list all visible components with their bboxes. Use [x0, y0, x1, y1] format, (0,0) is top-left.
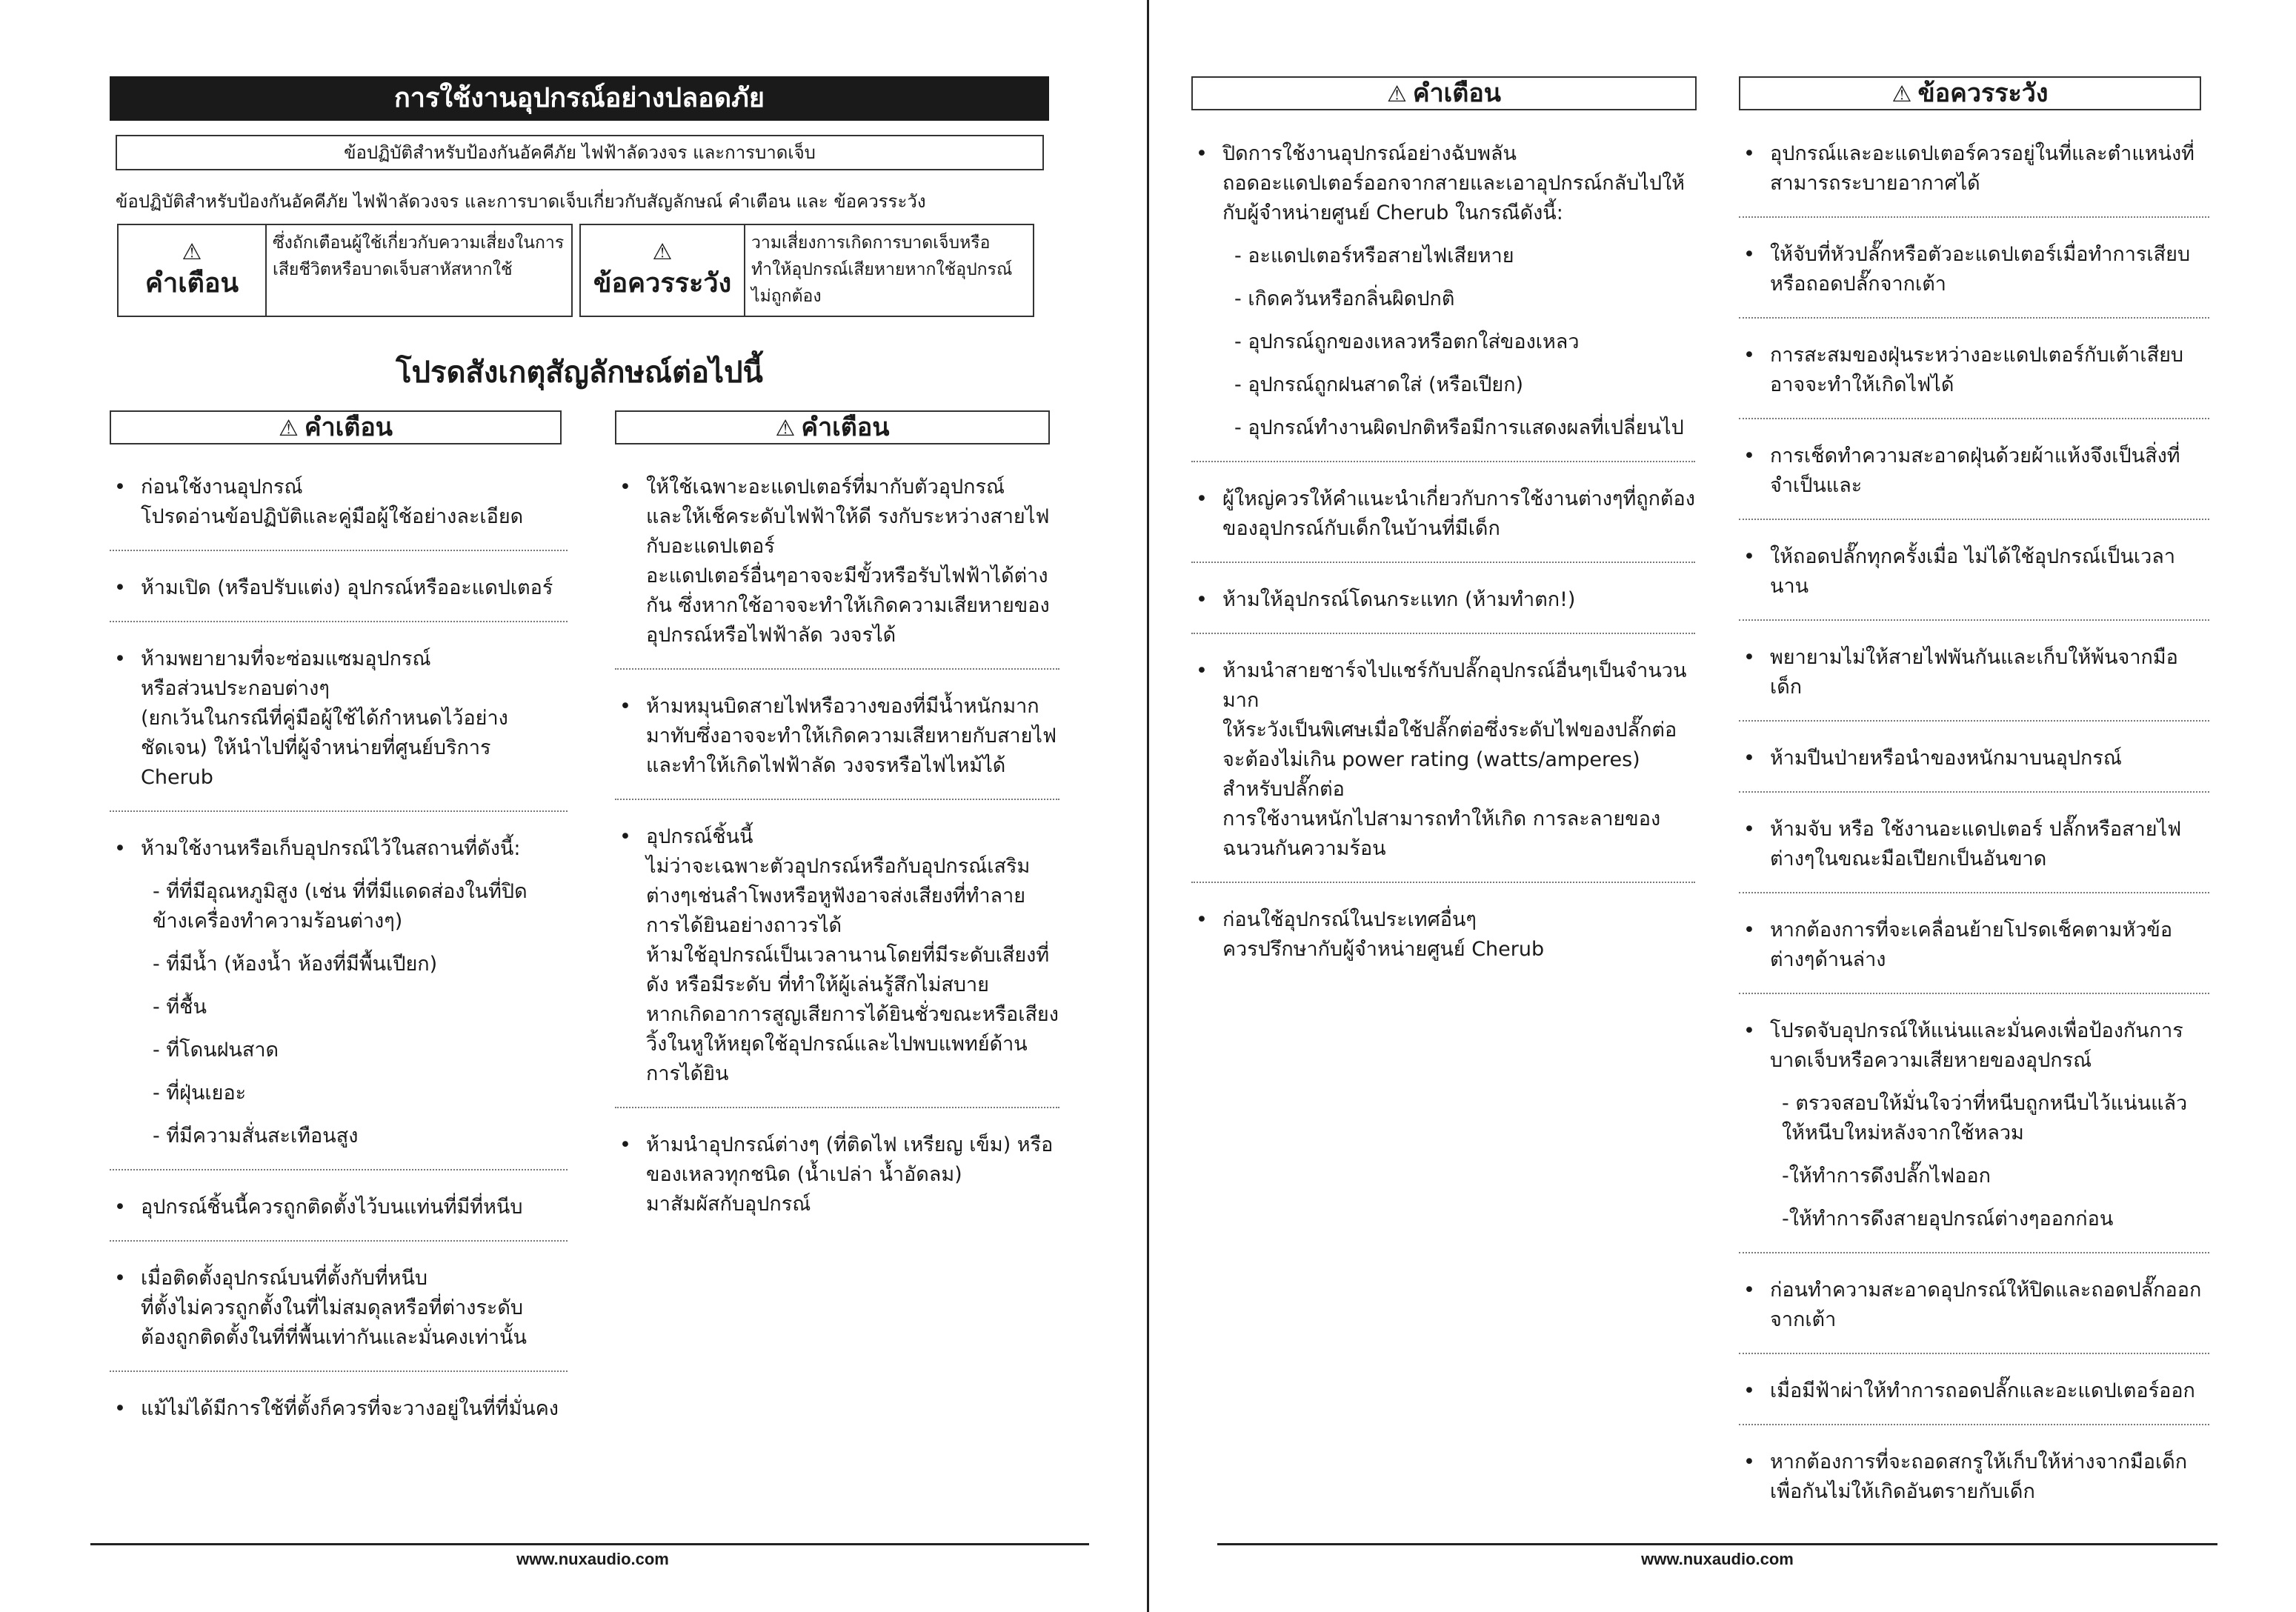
list-subitem: -ให้ทำการดึงสายอุปกรณ์ต่างๆออกก่อน — [1782, 1208, 2114, 1230]
list-item-text: ถอดอะแดปเตอร์ออกจากสายและเอาอุปกรณ์กลับไปให้กับผู้จำหน่ายศูนย์ Cherub ในกรณีดังนี้: — [1222, 172, 1685, 224]
list-item-text: • โปรดจับอุปกรณ์ให้แน่นและมั่นคงเพื่อป้องกันการบาดเจ็บหรือความเสียหายของอุปกรณ์ — [1770, 1019, 2183, 1072]
footer-url: www.nuxaudio.com — [1641, 1550, 1794, 1568]
list-item-text: • ห้ามปีนป่ายหรือนำของหนักมาบนอุปกรณ์ — [1770, 747, 2122, 770]
list-item-text: มาสัมผัสกับอุปกรณ์ — [646, 1193, 811, 1216]
left-page — [0, 0, 1147, 1612]
page-title: การใช้งานอุปกรณ์อย่างปลอดภัย — [110, 76, 1049, 121]
item-separator — [1739, 791, 2209, 793]
list-item-text: ไม่ว่าจะเฉพาะตัวอุปกรณ์หรือกับอุปกรณ์เสริมต่างๆเช่นลำโพงหรือหูฟังอาจส่งเสียงที่ทำลายการได้ยินอย่างถาวรได้ — [646, 855, 1031, 937]
list-item — [1739, 815, 2209, 874]
list-item — [110, 1193, 568, 1222]
list-item-text: • พยายามไม่ให้สายไฟพันกันและเก็บให้พ้นจากมือเด็ก — [1770, 646, 2178, 699]
list-item-text: • เมื่อติดตั้งอุปกรณ์บนที่ตั้งกับที่หนีบ — [141, 1267, 428, 1290]
item-separator — [1191, 882, 1695, 883]
list-item — [1739, 542, 2209, 602]
list-item-text: หรือส่วนประกอบต่างๆ — [141, 677, 330, 700]
list-item-text: • ให้ใช้เฉพาะอะแดปเตอร์ที่มากับตัวอุปกรณ์ — [646, 476, 1005, 499]
list-item-text: • ห้ามหมุนบิดสายไฟหรือวางของที่มีน้ำหนักมากมาทับซึ่งอาจจะทำให้เกิดความเสียหายกับสายไฟและทำให้เกิดไฟฟ้าลัด วงจรหรือไฟไหม้ได้ — [646, 695, 1057, 777]
intro-text: ข้อปฏิบัติสำหรับป้องกันอัคคีภัย ไฟฟ้าลัดวงจร และการบาดเจ็บเกี่ยวกับสัญลักษณ์ คำเตือน และ ข้อควรระวัง — [116, 191, 926, 212]
list-item — [1739, 240, 2209, 299]
list-item-text: โปรดอ่านข้อปฏิบัติและคู่มือผู้ใช้อย่างละเอียด — [141, 505, 524, 528]
list-item — [615, 822, 1059, 1089]
item-separator — [1191, 562, 1695, 563]
list-item-text: และให้เช็คระดับไฟฟ้าให้ดี รงกับระหว่างสายไฟกับอะแดปเตอร์ — [646, 505, 1050, 558]
section-header-caution — [615, 410, 1050, 444]
list-item — [615, 473, 1059, 650]
list-subitem: - เกิดควันหรือกลิ่นผิดปกติ — [1234, 287, 1455, 310]
item-separator — [1739, 1424, 2209, 1425]
left-warning-list — [110, 473, 568, 1424]
list-subitem: - ตรวจสอบให้มั่นใจว่าที่หนีบถูกหนีบไว้แน่นแล้วให้หนีบใหม่หลังจากใช้หลวม — [1782, 1092, 2188, 1145]
item-separator — [1739, 993, 2209, 994]
symbol-warning-word: คำเตือน — [144, 268, 239, 299]
notice-title: โปรดสังเกตุสัญลักษณ์ต่อไปนี้ — [396, 356, 763, 390]
section-header-label: คำเตือน — [304, 413, 393, 442]
list-item-text: • ก่อนใช้อุปกรณ์ในประเทศอื่นๆ — [1222, 908, 1477, 931]
right-warning-list — [1191, 139, 1695, 965]
list-item-text: ให้ระวังเป็นพิเศษเมื่อใช้ปลั๊กต่อซึ่งระดับไฟของปลั๊กต่อจะต้องไม่เกิน power rating (watts/amperes) สำหรับปลั๊กต่อ — [1222, 719, 1677, 801]
left-caution-list — [615, 473, 1059, 1219]
list-item-text: • หากต้องการที่จะถอดสกรูให้เก็บให้ห่างจากมือเด็กเพื่อกันไม่ให้เกิดอันตรายกับเด็ก — [1770, 1451, 2188, 1503]
list-item — [1191, 585, 1695, 615]
list-item — [1739, 341, 2209, 400]
warning-triangle-icon: ⚠ — [182, 239, 202, 265]
list-item — [615, 1130, 1059, 1219]
list-item — [1191, 139, 1695, 443]
item-separator — [1191, 633, 1695, 634]
list-item-text: การใช้งานหนักไปสามารถทำให้เกิด การละลายของฉนวนกันความร้อน — [1222, 807, 1661, 860]
warning-triangle-icon: ⚠ — [278, 416, 299, 442]
list-item-text: • อุปกรณ์ชิ้นนี้ — [646, 825, 753, 848]
right-caution-list — [1739, 139, 2209, 1507]
list-subitem: - อุปกรณ์ถูกฝนสาดใส่ (หรือเปียก) — [1234, 373, 1524, 396]
list-subitem: - อะแดปเตอร์หรือสายไฟเสียหาย — [1234, 244, 1514, 267]
list-item-text: • ปิดการใช้งานอุปกรณ์อย่างฉับพลัน — [1222, 142, 1517, 165]
section-header-label: คำเตือน — [801, 413, 890, 442]
list-item-text: (ยกเว้นในกรณีที่คู่มือผู้ใช้ได้กำหนดไว้อย่างชัดเจน) ให้นำไปที่ผู้จำหน่ายที่ศูนย์บริการ Cherub — [141, 707, 508, 789]
list-item — [1739, 1016, 2209, 1234]
list-item — [1739, 643, 2209, 702]
item-separator — [1739, 1353, 2209, 1354]
list-item-text: ควรปรึกษากับผู้จำหน่ายศูนย์ Cherub — [1222, 938, 1545, 961]
list-subitem: - ที่ชื้น — [153, 996, 207, 1019]
item-separator — [1739, 892, 2209, 893]
list-item-text: • ก่อนทำความสะอาดอุปกรณ์ให้ปิดและถอดปลั๊กออกจากเต้า — [1770, 1279, 2202, 1331]
section-header-warning — [110, 410, 562, 444]
footer-rule — [1217, 1543, 2217, 1545]
list-item-text: • ห้ามนำสายชาร์จไปแชร์กับปลั๊กอุปกรณ์อื่นๆเป็นจำนวนมาก — [1222, 659, 1687, 712]
item-separator — [110, 550, 568, 551]
list-subitem: -ให้ทำการดึงปลั๊กไฟออก — [1782, 1165, 1991, 1188]
list-subitem: - อุปกรณ์ทำงานผิดปกติหรือมีการแสดงผลที่เปลี่ยนไป — [1234, 416, 1684, 439]
list-item — [1739, 916, 2209, 975]
item-separator — [1739, 1252, 2209, 1253]
list-item — [1739, 139, 2209, 199]
list-item-text: • อุปกรณ์ชิ้นนี้ควรถูกติดตั้งไว้บนแท่นที่มีที่หนีบ — [141, 1196, 523, 1219]
symbol-warning-desc: ซึ่งถักเตือนผู้ใช้เกี่ยวกับความเสี่ยงในการเสียชีวิตหรือบาดเจ็บสาหัสหากใช้ — [273, 233, 565, 279]
list-item-text: • หากต้องการที่จะเคลื่อนย้ายโปรดเช็คตามหัวข้อต่างๆด้านล่าง — [1770, 919, 2173, 971]
list-item-text: • ห้ามจับ หรือ ใช้งานอะแดปเตอร์ ปลั๊กหรือสายไฟต่างๆในขณะมือเปียกเป็นอันขาด — [1770, 818, 2182, 870]
list-subitem: - ที่มีน้ำ (ห้องน้ำ ห้องที่มีพื้นเปียก) — [153, 953, 438, 976]
list-item-text: • แม้ไม่ได้มีการใช้ที่ตั้งก็ควรที่จะวางอยู่ในที่ที่มั่นคง — [141, 1397, 559, 1420]
item-separator — [1739, 216, 2209, 218]
list-item — [1739, 1448, 2209, 1507]
warning-triangle-icon: ⚠ — [1891, 81, 1912, 107]
page-divider — [1147, 0, 1149, 1612]
item-separator — [110, 1240, 568, 1242]
list-item — [1739, 744, 2209, 773]
list-item-text: • ให้ถอดปลั๊กทุกครั้งเมื่อ ไม่ได้ใช้อุปกรณ์เป็นเวลานาน — [1770, 545, 2176, 598]
list-item-text: • อุปกรณ์และอะแดปเตอร์ควรอยู่ในที่และตำแหน่งที่สามารถระบายอากาศได้ — [1770, 142, 2194, 195]
list-item — [110, 1394, 568, 1424]
list-item-text: • เมื่อมีฟ้าผ่าให้ทำการถอดปลั๊กและอะแดปเตอร์ออก — [1770, 1379, 2195, 1402]
symbol-legend-caution — [579, 224, 1034, 317]
footer-rule — [90, 1543, 1089, 1545]
list-item-text: หากเกิดอาการสูญเสียการได้ยินชั่วขณะหรือเสียงวิ้งในหูให้หยุดใช้อุปกรณ์และไปพบแพทย์ด้านการได้ยิน — [646, 1003, 1059, 1085]
list-subitem: - อุปกรณ์ถูกของเหลวหรือตกใส่ของเหลว — [1234, 330, 1580, 353]
item-separator — [615, 799, 1059, 800]
item-separator — [615, 1107, 1059, 1108]
list-item-text: • ห้ามใช้งานหรือเก็บอุปกรณ์ไว้ในสถานที่ดังนี้: — [141, 837, 521, 860]
item-separator — [1191, 461, 1695, 462]
warning-triangle-icon: ⚠ — [1386, 81, 1407, 107]
item-separator — [110, 1169, 568, 1170]
page-subtitle: ข้อปฏิบัติสำหรับป้องกันอัคคีภัย ไฟฟ้าลัดวงจร และการบาดเจ็บ — [116, 135, 1044, 170]
list-subitem: - ที่ฝุ่นเยอะ — [153, 1082, 247, 1105]
item-separator — [110, 621, 568, 622]
list-subitem: - ที่ที่มีอุณหภูมิสูง (เช่น ที่ที่มีแดดส่องในที่ปิด ข้างเครื่องทำความร้อนต่างๆ) — [153, 880, 528, 933]
list-item — [110, 834, 568, 1151]
list-item-text: • ห้ามพยายามที่จะซ่อมแซมอุปกรณ์ — [141, 647, 431, 670]
section-header-label: ข้อควรระวัง — [1917, 79, 2049, 108]
section-header-caution — [1739, 76, 2201, 110]
symbol-legend-warning — [117, 224, 573, 317]
list-item-text: • ห้ามเปิด (หรือปรับแต่ง) อุปกรณ์หรืออะแดปเตอร์ — [141, 576, 553, 599]
list-item — [1739, 1276, 2209, 1335]
list-item — [1191, 656, 1695, 864]
list-item-text: อะแดปเตอร์อื่นๆอาจจะมีขั้วหรือรับไฟฟ้าได้ต่างกัน ซึ่งหากใช้อาจจะทำให้เกิดความเสียหายของอุปกรณ์หรือไฟฟ้าลัด วงจรได้ — [646, 564, 1050, 647]
list-item-text: • ก่อนใช้งานอุปกรณ์ — [141, 476, 303, 499]
item-separator — [110, 810, 568, 812]
list-item — [1739, 442, 2209, 501]
item-separator — [615, 668, 1059, 670]
list-item-text: • การสะสมของฝุ่นระหว่างอะแดปเตอร์กับเต้าเสียบอาจจะทำให้เกิดไฟได้ — [1770, 344, 2184, 396]
item-separator — [1739, 317, 2209, 319]
list-item — [1191, 484, 1695, 544]
section-header-warning — [1191, 76, 1697, 110]
list-item — [110, 573, 568, 603]
list-subitem: - ที่มีความสั่นสะเทือนสูง — [153, 1125, 359, 1148]
list-item-text: • ห้ามนำอุปกรณ์ต่างๆ (ที่ติดไฟ เหรียญ เข็ม) หรือของเหลวทุกชนิด (น้ำเปล่า น้ำอัดลม) — [646, 1133, 1054, 1186]
list-item-text: • การเช็ดทำความสะอาดฝุ่นด้วยผ้าแห้งจึงเป็นสิ่งที่จำเป็นและ — [1770, 444, 2180, 497]
list-subitem: - ที่โดนฝนสาด — [153, 1039, 279, 1062]
list-item-text: ที่ตั้งไม่ควรถูกตั้งในที่ไม่สมดุลหรือที่ต่างระดับ — [141, 1296, 524, 1319]
symbol-caution-word: ข้อควรระวัง — [593, 268, 732, 299]
list-item — [110, 473, 568, 532]
list-item — [1191, 905, 1695, 965]
footer-url: www.nuxaudio.com — [516, 1550, 669, 1568]
list-item-text: • ผู้ใหญ่ควรให้คำแนะนำเกี่ยวกับการใช้งานต่างๆที่ถูกต้องของอุปกรณ์กับเด็กในบ้านที่มีเด็ก — [1222, 487, 1695, 540]
warning-triangle-icon: ⚠ — [775, 416, 796, 442]
list-item-text: ต้องถูกติดตั้งในที่ที่พื้นเท่ากันและมั่นคงเท่านั้น — [141, 1326, 527, 1349]
list-item — [110, 1264, 568, 1353]
list-item — [1739, 1376, 2209, 1406]
item-separator — [110, 1370, 568, 1372]
list-item-text: • ห้ามให้อุปกรณ์โดนกระแทก (ห้ามทำตก!) — [1222, 588, 1576, 611]
section-header-label: คำเตือน — [1412, 79, 1502, 108]
list-item — [615, 692, 1059, 781]
item-separator — [1739, 619, 2209, 621]
list-item — [110, 645, 568, 793]
list-item-text: ห้ามใช้อุปกรณ์เป็นเวลานานโดยที่มีระดับเสียงที่ดัง หรือมีระดับ ที่ทำให้ผู้เล่นรู้สึกไม่สบาย — [646, 944, 1050, 996]
caution-triangle-icon: ⚠ — [652, 239, 673, 265]
symbol-caution-desc: วามเสี่ยงการเกิดการบาดเจ็บหรือทำให้อุปกรณ์เสียหายหากใช้อุปกรณ์ไม่ถูกต้อง — [751, 233, 1013, 306]
list-item-text: • ให้จับที่หัวปลั๊กหรือตัวอะแดปเตอร์เมื่อทำการเสียบหรือถอดปลั๊กจากเต้า — [1770, 243, 2191, 296]
item-separator — [1739, 418, 2209, 419]
item-separator — [1739, 720, 2209, 722]
item-separator — [1739, 519, 2209, 520]
